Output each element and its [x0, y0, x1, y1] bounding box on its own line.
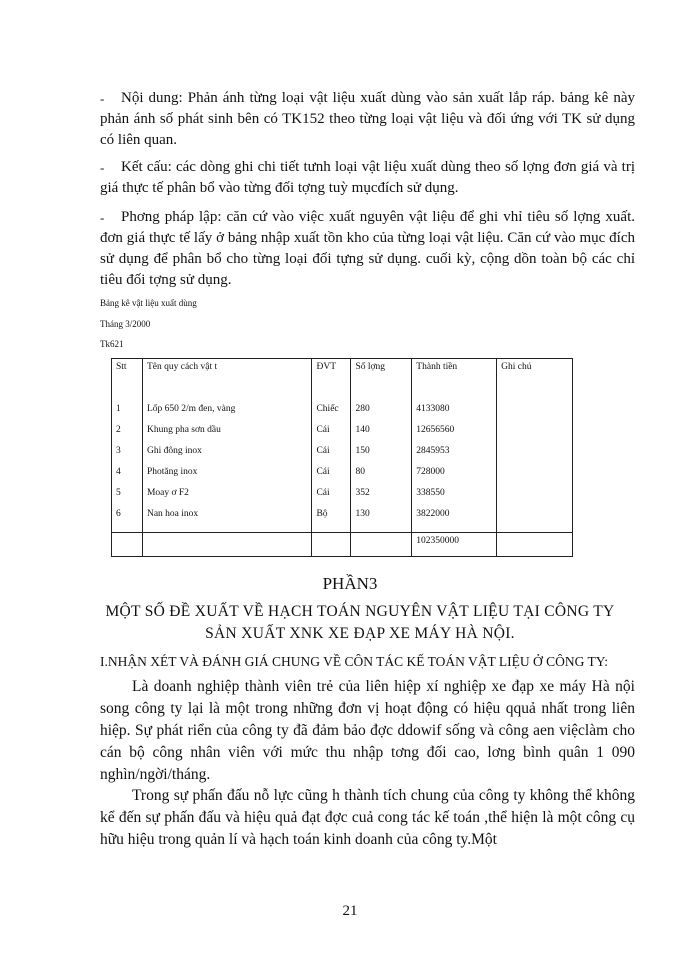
- table-cell: Chiếc: [312, 404, 351, 425]
- table-cell: 80: [351, 467, 412, 488]
- bullet-text: Kết cấu: các dòng ghi chi tiết tưnh loại vật liệu xuất dùng theo số lợng đơn giá và trị giá thực tế phân bổ vào từng đối tợng tuỳ mụcđích sử dụng.: [100, 159, 635, 196]
- table-cell: 2: [112, 425, 143, 446]
- section-title-line2: SẢN XUẤT XNK XE ĐẠP XE MÁY HÀ NỘI.: [205, 625, 515, 642]
- table-cell: 12656560: [412, 425, 497, 446]
- table-cell: [497, 425, 573, 446]
- bullet-content: [100, 88, 635, 151]
- table-cell: 3822000: [412, 509, 497, 530]
- table-cell: Cái: [312, 425, 351, 446]
- header-cell: Tên quy cách vật t: [142, 359, 312, 405]
- table-cell: 728000: [412, 467, 497, 488]
- table-cell: [497, 446, 573, 467]
- table-cell: Nan hoa inox: [142, 509, 312, 530]
- table-cell: 4: [112, 467, 143, 488]
- header-cell: Thành tiền: [412, 359, 497, 405]
- table-cell: 5: [112, 488, 143, 509]
- bullet-text: Nội dung: Phản ánh từng loại vật liệu xuất dùng vào sản xuất lắp ráp. bảng kê này phản ánh số phát sinh bên có TK152 theo từng loại vật liệu và đối ứng với TK sử dụng có liên quan.: [100, 90, 635, 148]
- header-cell: Stt: [112, 359, 143, 405]
- section-heading: PHẦN3: [322, 574, 378, 593]
- table-caption-month: Tháng 3/2000: [100, 319, 151, 329]
- table-cell: Bộ: [312, 509, 351, 530]
- paragraph: Là doanh nghiệp thành viên trẻ của liên hiệp xí nghiệp xe đạp xe máy Hà nội song công ty lại là một trong những đơn vị hoạt động có hiệu qquả nhất trong liên hiệp. Sự phát riển của công ty đã đảm bảo đợc ddowif sống và công aen việclàm cho cán bộ công nhân viên với mức thu nhập tơng đối cao, lơng bình quân 1 090 nghìn/ngời/tháng.: [100, 678, 635, 783]
- page-number: 21: [342, 903, 358, 919]
- table-cell: 338550: [412, 488, 497, 509]
- table-total-value: 102350000: [412, 533, 497, 557]
- table-cell: Moay ơ F2: [142, 488, 312, 509]
- table-cell: [497, 467, 573, 488]
- table-cell: Ghi đông inox: [142, 446, 312, 467]
- table-cell: 130: [351, 509, 412, 530]
- paragraph: Trong sự phấn đấu nỗ lực cũng h thành tích chung của công ty không thể không kể đến sự phấn đấu và hiệu quả đạt đợc cuả cong tác kế toán ,thể hiện là một công cụ hữu hiệu trong quản lí và hạch toán kinh doanh của công ty.Một: [100, 787, 635, 848]
- header-cell: Ghi chú: [497, 359, 573, 405]
- table-cell: Cái: [312, 467, 351, 488]
- table-cell: 4133080: [412, 404, 497, 425]
- section-subheading: I.NHẬN XÉT VÀ ĐÁNH GIÁ CHUNG VỀ CÔN TÁC KẾ TOÁN VẬT LIỆU Ở CÔNG TY:: [100, 654, 609, 669]
- table-cell: [497, 404, 573, 425]
- table-cell: 2845953: [412, 446, 497, 467]
- bullet-structure: [100, 157, 635, 199]
- table-header-row: [112, 359, 573, 405]
- table-row: [112, 446, 573, 467]
- bullet-method: [100, 207, 635, 291]
- table-cell: Cái: [312, 446, 351, 467]
- table-cell: 1: [112, 404, 143, 425]
- table-caption-account: Tk621: [100, 339, 124, 349]
- table-caption-title: Bảng kê vật liệu xuất dùng: [100, 298, 197, 308]
- table-cell: 6: [112, 509, 143, 530]
- bullet-text: Phơng pháp lập: căn cứ vào việc xuất nguyên vật liệu để ghi vhỉ tiêu số lợng xuất. đơn giá thực tế lấy ở bảng nhập xuất tồn kho của từng loại vật liệu. Căn cứ vào mục đích sử dụng để phân bổ cho từng loại đối tựng sử dụng. cuối kỳ, cộng dồn toàn bộ các chỉ tiêu đối tợng sử dụng.: [100, 209, 635, 288]
- table-row: [112, 488, 573, 509]
- table-cell: Lốp 650 2/m đen, vàng: [142, 404, 312, 425]
- table-cell: 150: [351, 446, 412, 467]
- table-cell: 140: [351, 425, 412, 446]
- header-cell: ĐVT: [312, 359, 351, 405]
- table-cell: [497, 488, 573, 509]
- bullet-dash: -: [100, 210, 105, 225]
- table-total-row: [112, 533, 573, 557]
- bullet-dash: -: [100, 160, 105, 175]
- materials-table: [111, 358, 573, 557]
- table-row: [112, 509, 573, 530]
- table-cell: 280: [351, 404, 412, 425]
- table-row: [112, 404, 573, 425]
- section-title-line1: MỘT SỐ ĐỀ XUẤT VỀ HẠCH TOÁN NGUYÊN VẬT LIỆU TẠI CÔNG TY: [105, 603, 615, 620]
- bullet-dash: -: [100, 91, 105, 106]
- table-cell: Cái: [312, 488, 351, 509]
- table-cell: Khung pha sơn dầu: [142, 425, 312, 446]
- table-row: [112, 467, 573, 488]
- table-cell: 3: [112, 446, 143, 467]
- table-cell: Photăng inox: [142, 467, 312, 488]
- header-cell: Số lợng: [351, 359, 412, 405]
- table-cell: 352: [351, 488, 412, 509]
- table-row: [112, 425, 573, 446]
- table-cell: [497, 509, 573, 530]
